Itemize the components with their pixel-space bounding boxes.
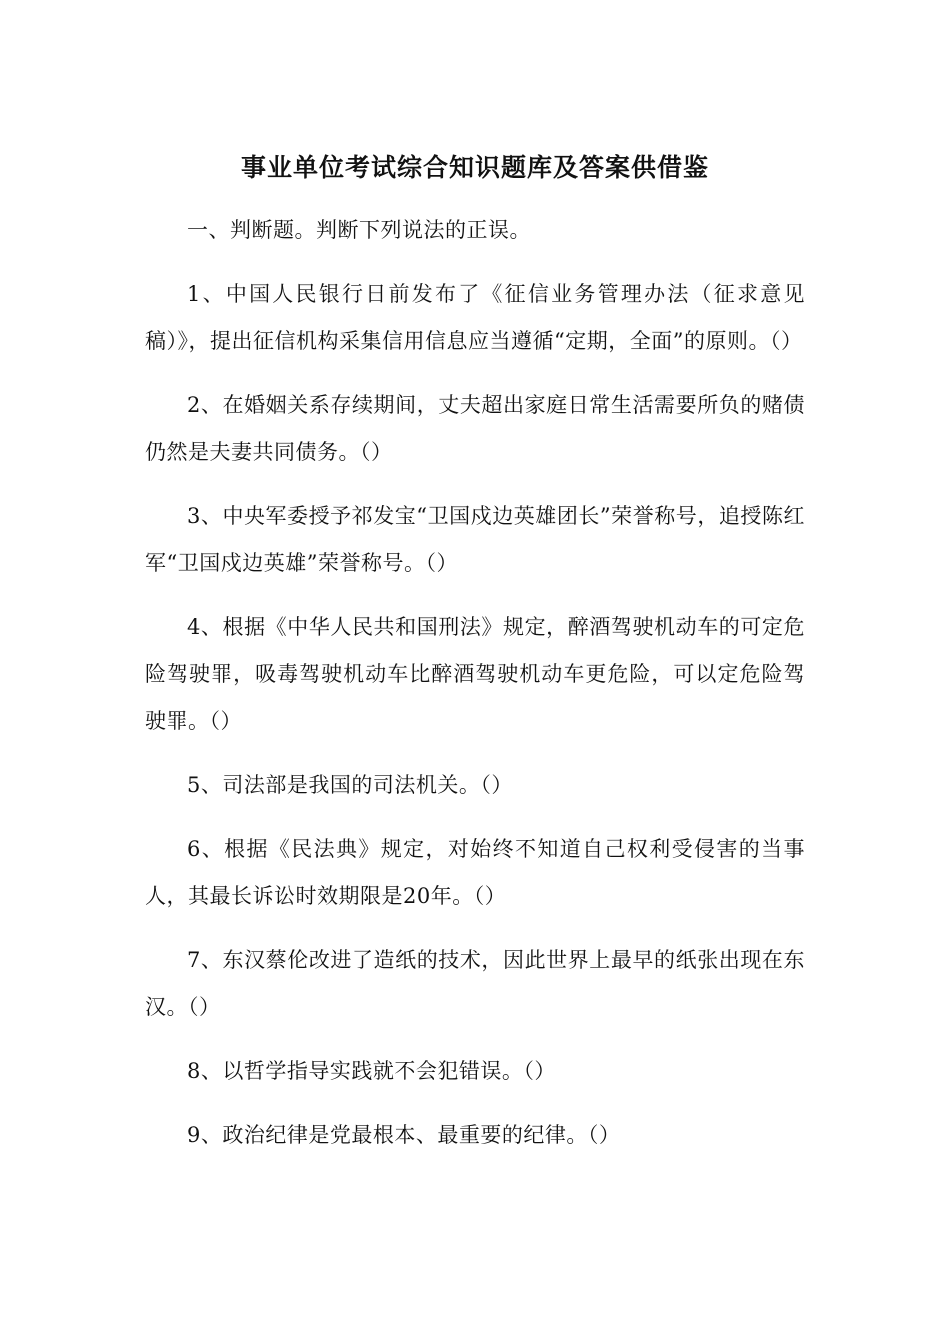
document-title: 事业单位考试综合知识题库及答案供借鉴 [240,153,709,182]
question-6: 6、根据《民法典》规定，对始终不知道自己权利受侵害的当事人，其最长诉讼时效期限是20年。（） [145,837,805,908]
section-heading: 一、判断题。判断下列说法的正误。 [187,218,531,242]
question-9: 9、政治纪律是党最根本、最重要的纪律。（） [187,1123,621,1147]
question-2: 2、在婚姻关系存续期间，丈夫超出家庭日常生活需要所负的赌债仍然是夫妻共同债务。（） [145,393,805,464]
document-body [145,207,805,1176]
question-3: 3、中央军委授予祁发宝“卫国戍边英雄团长”荣誉称号，追授陈红军“卫国戍边英雄”荣誉称号。（） [145,504,805,575]
question-8: 8、以哲学指导实践就不会犯错误。（） [187,1059,556,1083]
question-4: 4、根据《中华人民共和国刑法》规定，醉酒驾驶机动车的可定危险驾驶罪，吸毒驾驶机动车比醉酒驾驶机动车更危险，可以定危险驾驶罪。（） [145,615,805,733]
question-1: 1、中国人民银行日前发布了《征信业务管理办法（征求意见稿）》，提出征信机构采集信用信息应当遵循“定期，全面”的原则。（） [145,282,805,353]
question-5: 5、司法部是我国的司法机关。（） [187,773,513,797]
question-7: 7、东汉蔡伦改进了造纸的技术，因此世界上最早的纸张出现在东汉。（） [145,948,805,1019]
